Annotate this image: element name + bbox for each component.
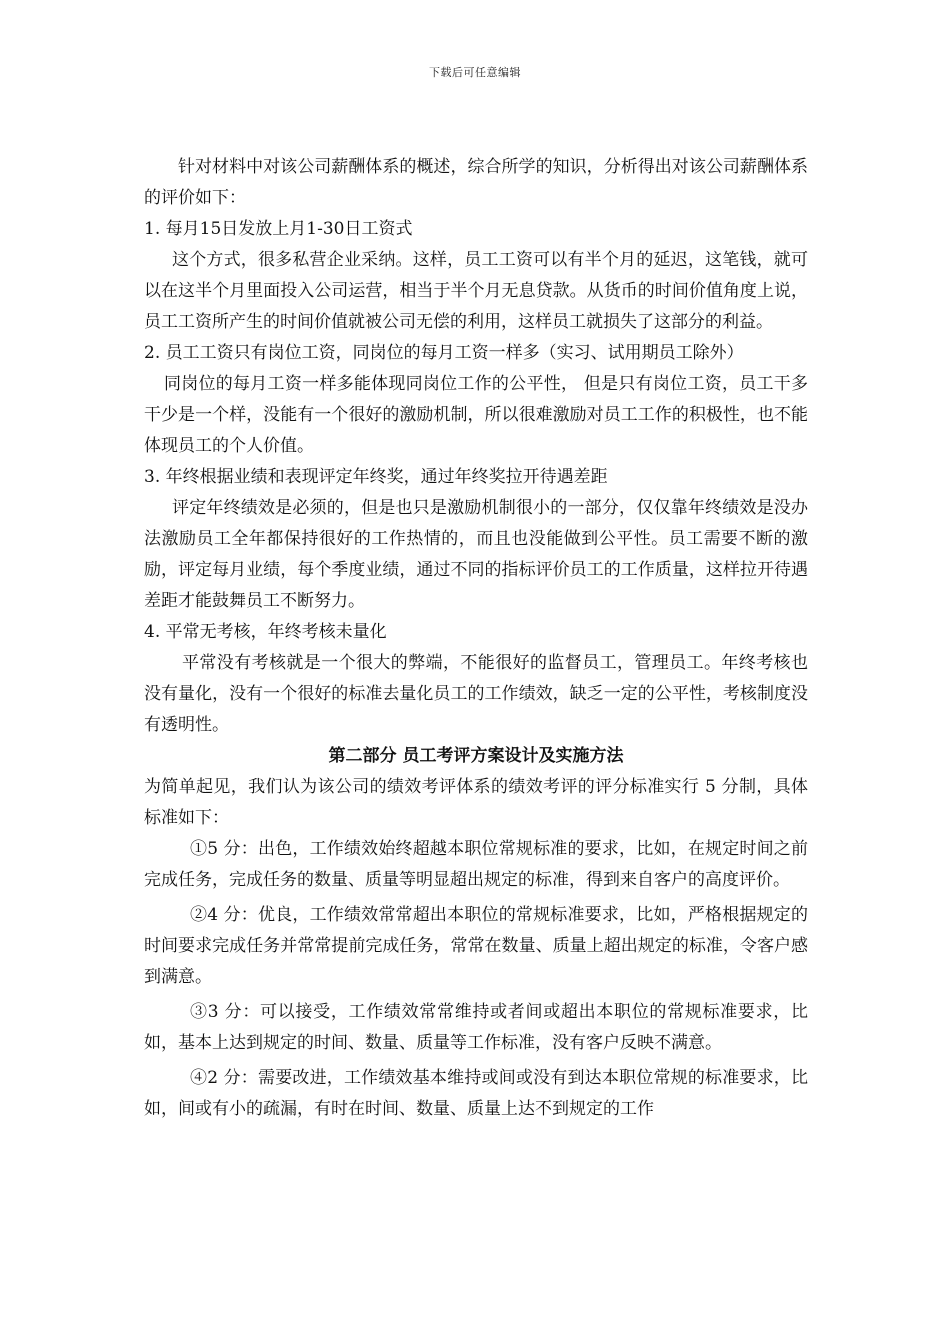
score-3-paragraph: ③3 分：可以接受，工作绩效常常维持或者间或超出本职位的常规标准要求，比如，基本上达到规定的时间、数量、质量等工作标准，没有客户反映不满意。 — [144, 1002, 808, 1053]
point-2-paragraph: 同岗位的每月工资一样多能体现同岗位工作的公平性， 但是只有岗位工资，员工干多干少是一个样，没能有一个很好的激励机制，所以很难激励对员工工作的积极性，也不能体现员工的个人价值。 — [144, 374, 808, 456]
score-5-paragraph: ①5 分：出色，工作绩效始终超越本职位常规标准的要求，比如，在规定时间之前完成任务，完成任务的数量、质量等明显超出规定的标准，得到来自客户的高度评价。 — [144, 839, 808, 890]
section-title: 第二部分 员工考评方案设计及实施方法 — [328, 746, 624, 766]
point-3-heading: 3. 年终根据业绩和表现评定年终奖，通过年终奖拉开待遇差距 — [144, 467, 608, 487]
point-4-heading: 4. 平常无考核，年终考核未量化 — [144, 622, 387, 642]
score-4-paragraph: ②4 分：优良，工作绩效常常超出本职位的常规标准要求，比如，严格根据规定的时间要求完成任务并常常提前完成任务，常常在数量、质量上超出规定的标准，令客户感到满意。 — [144, 905, 808, 987]
intro-paragraph: 针对材料中对该公司薪酬体系的概述，综合所学的知识，分析得出对该公司薪酬体系的评价如下： — [144, 157, 808, 208]
point-2-heading: 2. 员工工资只有岗位工资，同岗位的每月工资一样多（实习、试用期员工除外） — [144, 343, 744, 363]
point-1-paragraph: 这个方式，很多私营企业采纳。这样，员工工资可以有半个月的延迟，这笔钱，就可以在这半个月里面投入公司运营，相当于半个月无息贷款。从货币的时间价值角度上说，员工工资所产生的时间价值就被公司无偿的利用，这样员工就损失了这部分的利益。 — [144, 250, 808, 332]
page-header: 下载后可任意编辑 — [429, 66, 521, 79]
score-2-paragraph: ④2 分：需要改进，工作绩效基本维持或间或没有到达本职位常规的标准要求，比如，间或有小的疏漏，有时在时间、数量、质量上达不到规定的工作 — [144, 1068, 808, 1119]
point-1-heading: 1. 每月15日发放上月1-30日工资式 — [144, 219, 413, 239]
document-body — [144, 152, 808, 1129]
point-3-paragraph: 评定年终绩效是必须的，但是也只是激励机制很小的一部分，仅仅靠年终绩效是没办法激励员工全年都保持很好的工作热情的，而且也没能做到公平性。员工需要不断的激励，评定每月业绩，每个季度业绩，通过不同的指标评价员工的工作质量，这样拉开待遇差距才能鼓舞员工不断努力。 — [144, 498, 808, 611]
scoring-intro: 为简单起见，我们认为该公司的绩效考评体系的绩效考评的评分标准实行 5 分制，具体标准如下： — [144, 777, 808, 828]
point-4-paragraph: 平常没有考核就是一个很大的弊端，不能很好的监督员工，管理员工。年终考核也没有量化，没有一个很好的标准去量化员工的工作绩效，缺乏一定的公平性，考核制度没有透明性。 — [144, 653, 808, 735]
